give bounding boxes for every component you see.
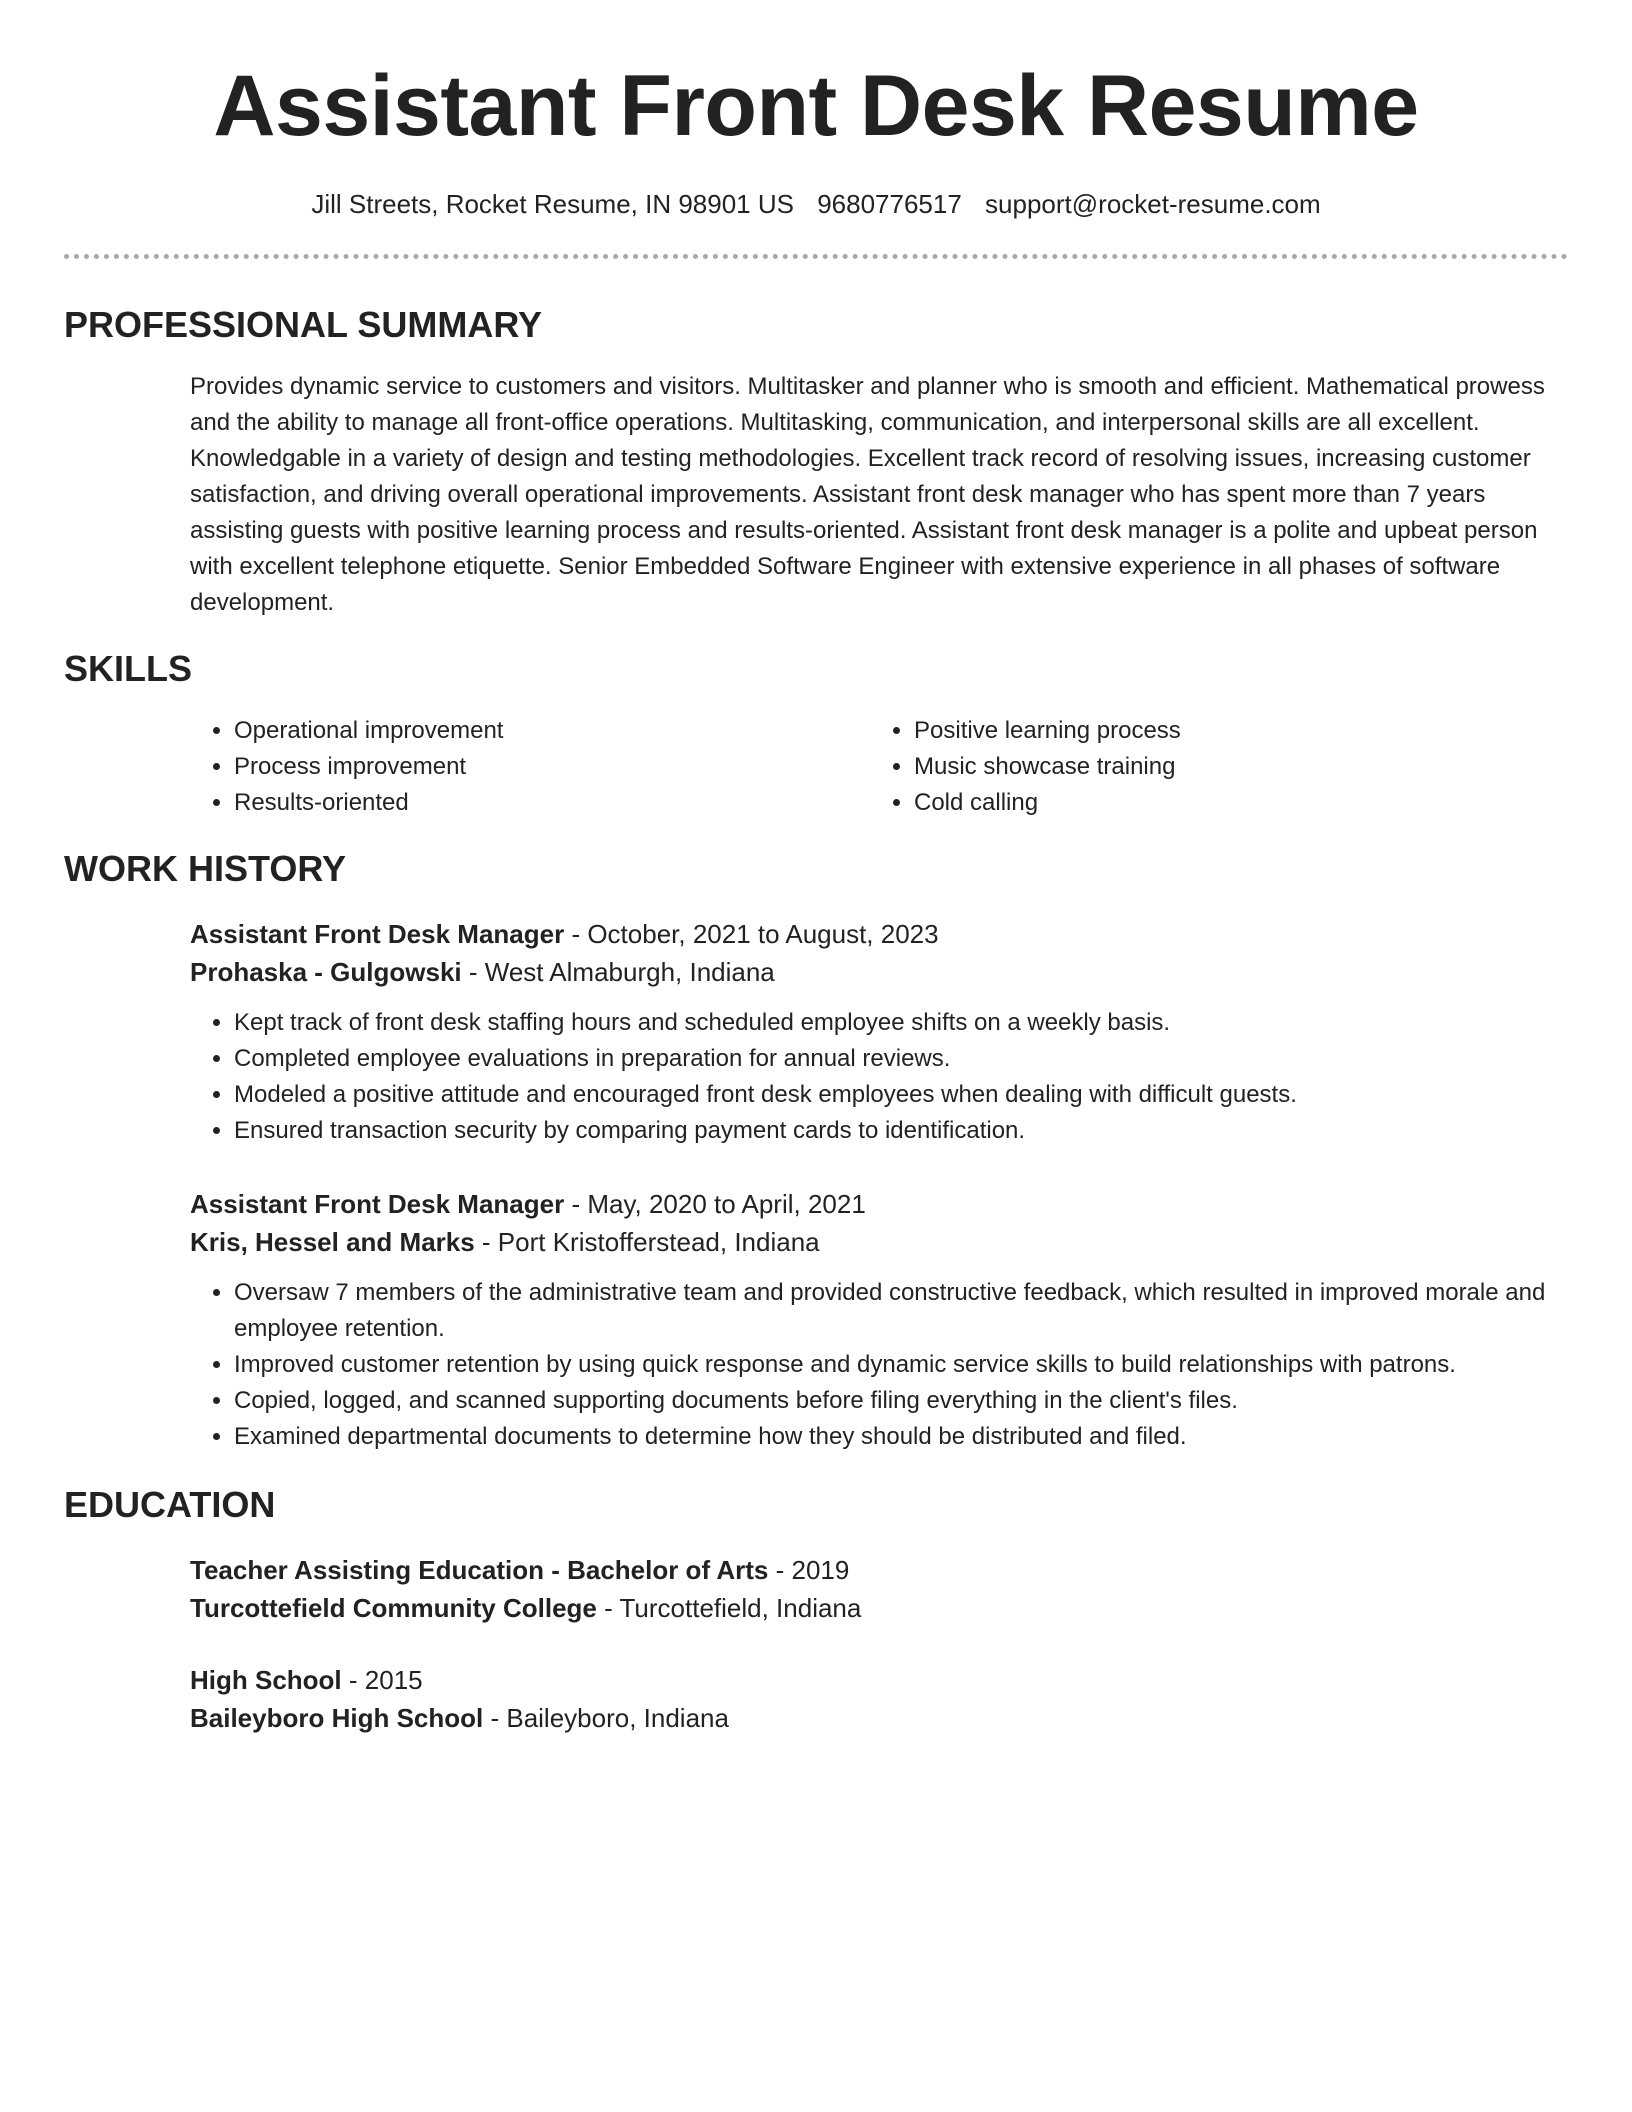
education-year: - 2019 (768, 1555, 850, 1585)
education-year: - 2015 (341, 1665, 423, 1695)
education-school: Turcottefield Community College (190, 1593, 597, 1623)
job-entry (64, 1185, 1568, 1455)
job-company-line (190, 1223, 1568, 1261)
job-bullet: • Oversaw 7 members of the administrative team and provided constructive feedback, which resulted in improved morale and employee retention. (234, 1275, 1568, 1347)
education-degree-line (190, 1551, 1568, 1589)
education-location: - Turcottefield, Indiana (596, 1593, 862, 1623)
skill-item: • Music showcase training (914, 749, 1550, 785)
job-location: - Port Kristofferstead, Indiana (474, 1227, 820, 1257)
skill-item: • Results-oriented (234, 785, 870, 821)
job-dates: - May, 2020 to April, 2021 (564, 1189, 866, 1219)
summary-text: Provides dynamic service to customers and visitors. Multitasker and planner who is smooth and efficient. Mathematical prowess and the ability to manage all front-office operations. Multitasking, communication, and interpersonal skills are all excellent. Knowledgable in a variety of design and testing methodologies. Excellent track record of resolving issues, increasing customer satisfaction, and driving overall operational improvements. Assistant front desk manager who has spent more than 7 years assisting guests with positive learning process and results-oriented. Assistant front desk manager is a polite and upbeat person with excellent telephone etiquette. Senior Embedded Software Engineer with extensive experience in all phases of software development. (190, 373, 1545, 616)
contact-line (64, 186, 1568, 222)
skill-item: • Positive learning process (914, 713, 1550, 749)
skills-heading: SKILLS (64, 648, 193, 689)
job-bullet: • Kept track of front desk staffing hours and scheduled employee shifts on a weekly basis. (234, 1005, 1568, 1041)
job-entry (64, 915, 1568, 1149)
education-school-line (190, 1699, 1568, 1737)
work-history-heading: WORK HISTORY (64, 848, 347, 889)
job-bullets (190, 1005, 1568, 1149)
education-degree-line (190, 1661, 1568, 1699)
job-bullet: • Modeled a positive attitude and encouraged front desk employees when dealing with difficult guests. (234, 1077, 1568, 1113)
job-bullet: • Examined departmental documents to determine how they should be distributed and filed. (234, 1419, 1568, 1455)
education-entry (64, 1551, 1568, 1627)
job-bullet: • Improved customer retention by using quick response and dynamic service skills to build relationships with patrons. (234, 1347, 1568, 1383)
summary-heading: PROFESSIONAL SUMMARY (64, 304, 543, 345)
job-location: - West Almaburgh, Indiana (461, 957, 775, 987)
job-bullets (190, 1275, 1568, 1455)
job-dates: - October, 2021 to August, 2023 (564, 919, 939, 949)
summary-section (64, 303, 1568, 621)
job-bullet: • Copied, logged, and scanned supporting documents before filing everything in the client's files. (234, 1383, 1568, 1419)
education-degree: Teacher Assisting Education - Bachelor of Arts (190, 1555, 769, 1585)
education-section (64, 1483, 1568, 1737)
skill-item: • Operational improvement (234, 713, 870, 749)
contact-email: support@rocket-resume.com (985, 189, 1321, 219)
job-title: Assistant Front Desk Manager (190, 1189, 565, 1219)
resume-title: Assistant Front Desk Resume (213, 58, 1419, 154)
job-bullet: • Ensured transaction security by comparing payment cards to identification. (234, 1113, 1568, 1149)
job-company: Prohaska - Gulgowski (190, 957, 462, 987)
contact-address: Jill Streets, Rocket Resume, IN 98901 US (311, 189, 794, 219)
skills-column-right (870, 713, 1550, 821)
job-title: Assistant Front Desk Manager (190, 919, 565, 949)
skill-item: • Process improvement (234, 749, 870, 785)
job-company-line (190, 953, 1568, 991)
education-school-line (190, 1589, 1568, 1627)
work-history-section (64, 847, 1568, 1455)
education-heading: EDUCATION (64, 1484, 276, 1525)
header-divider (64, 254, 1568, 259)
contact-phone: 9680776517 (817, 189, 962, 219)
job-title-line (190, 915, 1568, 953)
skills-section (64, 647, 1568, 821)
education-degree: High School (190, 1665, 342, 1695)
job-title-line (190, 1185, 1568, 1223)
skills-grid (64, 713, 1568, 821)
skills-column-left (190, 713, 870, 821)
education-school: Baileyboro High School (190, 1703, 484, 1733)
job-company: Kris, Hessel and Marks (190, 1227, 475, 1257)
education-entry (64, 1661, 1568, 1737)
job-bullet: • Completed employee evaluations in preparation for annual reviews. (234, 1041, 1568, 1077)
skill-item: • Cold calling (914, 785, 1550, 821)
education-location: - Baileyboro, Indiana (483, 1703, 729, 1733)
